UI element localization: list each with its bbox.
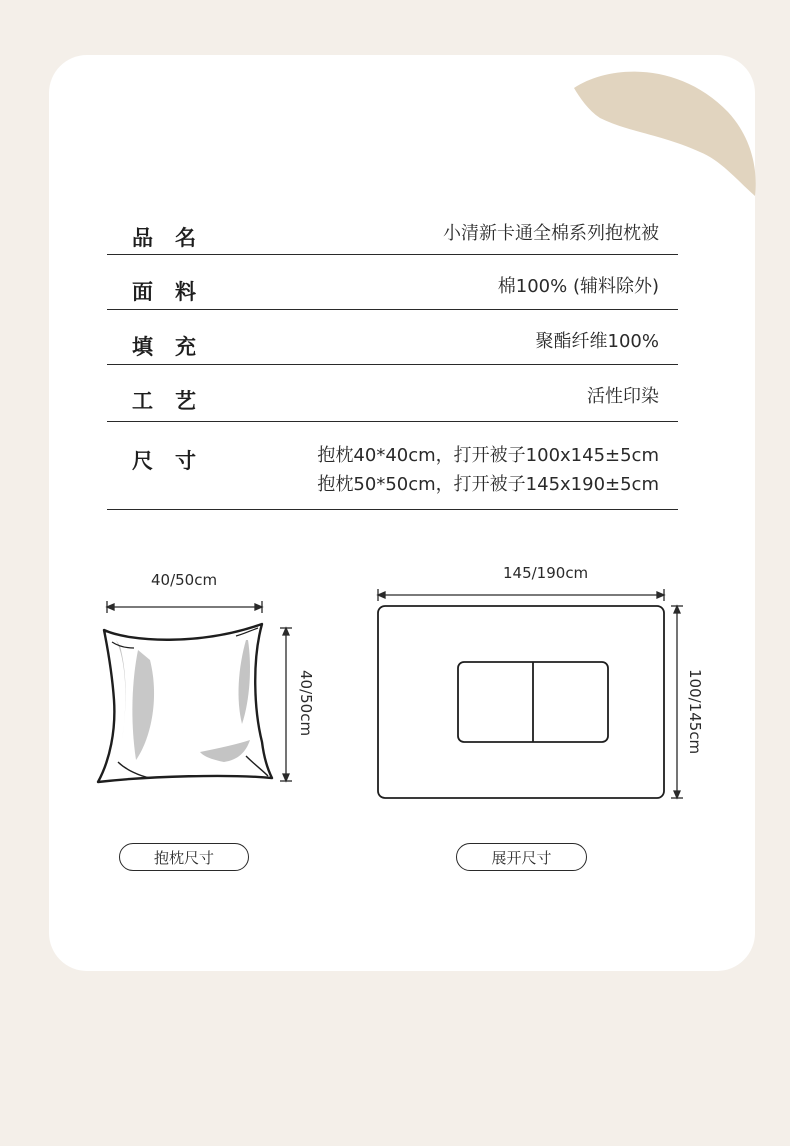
blanket-size-caption: 展开尺寸	[456, 843, 587, 871]
spec-label-size: 尺寸	[132, 449, 218, 473]
pillow-width-arrow	[107, 601, 262, 613]
spec-value-line: 棉100% (辅料除外)	[497, 276, 659, 297]
spec-label-fabric: 面料	[132, 280, 218, 304]
spec-label-craft: 工艺	[132, 389, 218, 413]
pillow-size-caption: 抱枕尺寸	[119, 843, 249, 871]
pillow-illustration	[98, 624, 272, 782]
spec-value-line: 抱枕40*40cm，打开被子100x145±5cm	[317, 445, 659, 466]
blanket-width-arrow	[378, 589, 664, 601]
spec-label-filling: 填充	[132, 335, 218, 359]
blanket-illustration	[378, 606, 664, 798]
spec-value-line: 活性印染	[587, 386, 659, 407]
spec-label-name: 品名	[132, 226, 218, 250]
spec-value-line: 抱枕50*50cm，打开被子145x190±5cm	[317, 474, 659, 495]
spec-value-line: 聚酯纤维100%	[535, 331, 659, 352]
blanket-height-arrow	[671, 606, 683, 798]
spec-value-line: 小清新卡通全棉系列抱枕被	[443, 223, 659, 244]
pillow-height-arrow	[280, 628, 292, 781]
blanket-height-label: 100/145cm	[686, 669, 704, 755]
pillow-height-label: 40/50cm	[297, 670, 315, 737]
pillow-width-label: 40/50cm	[151, 571, 218, 589]
blanket-width-label: 145/190cm	[503, 564, 589, 582]
